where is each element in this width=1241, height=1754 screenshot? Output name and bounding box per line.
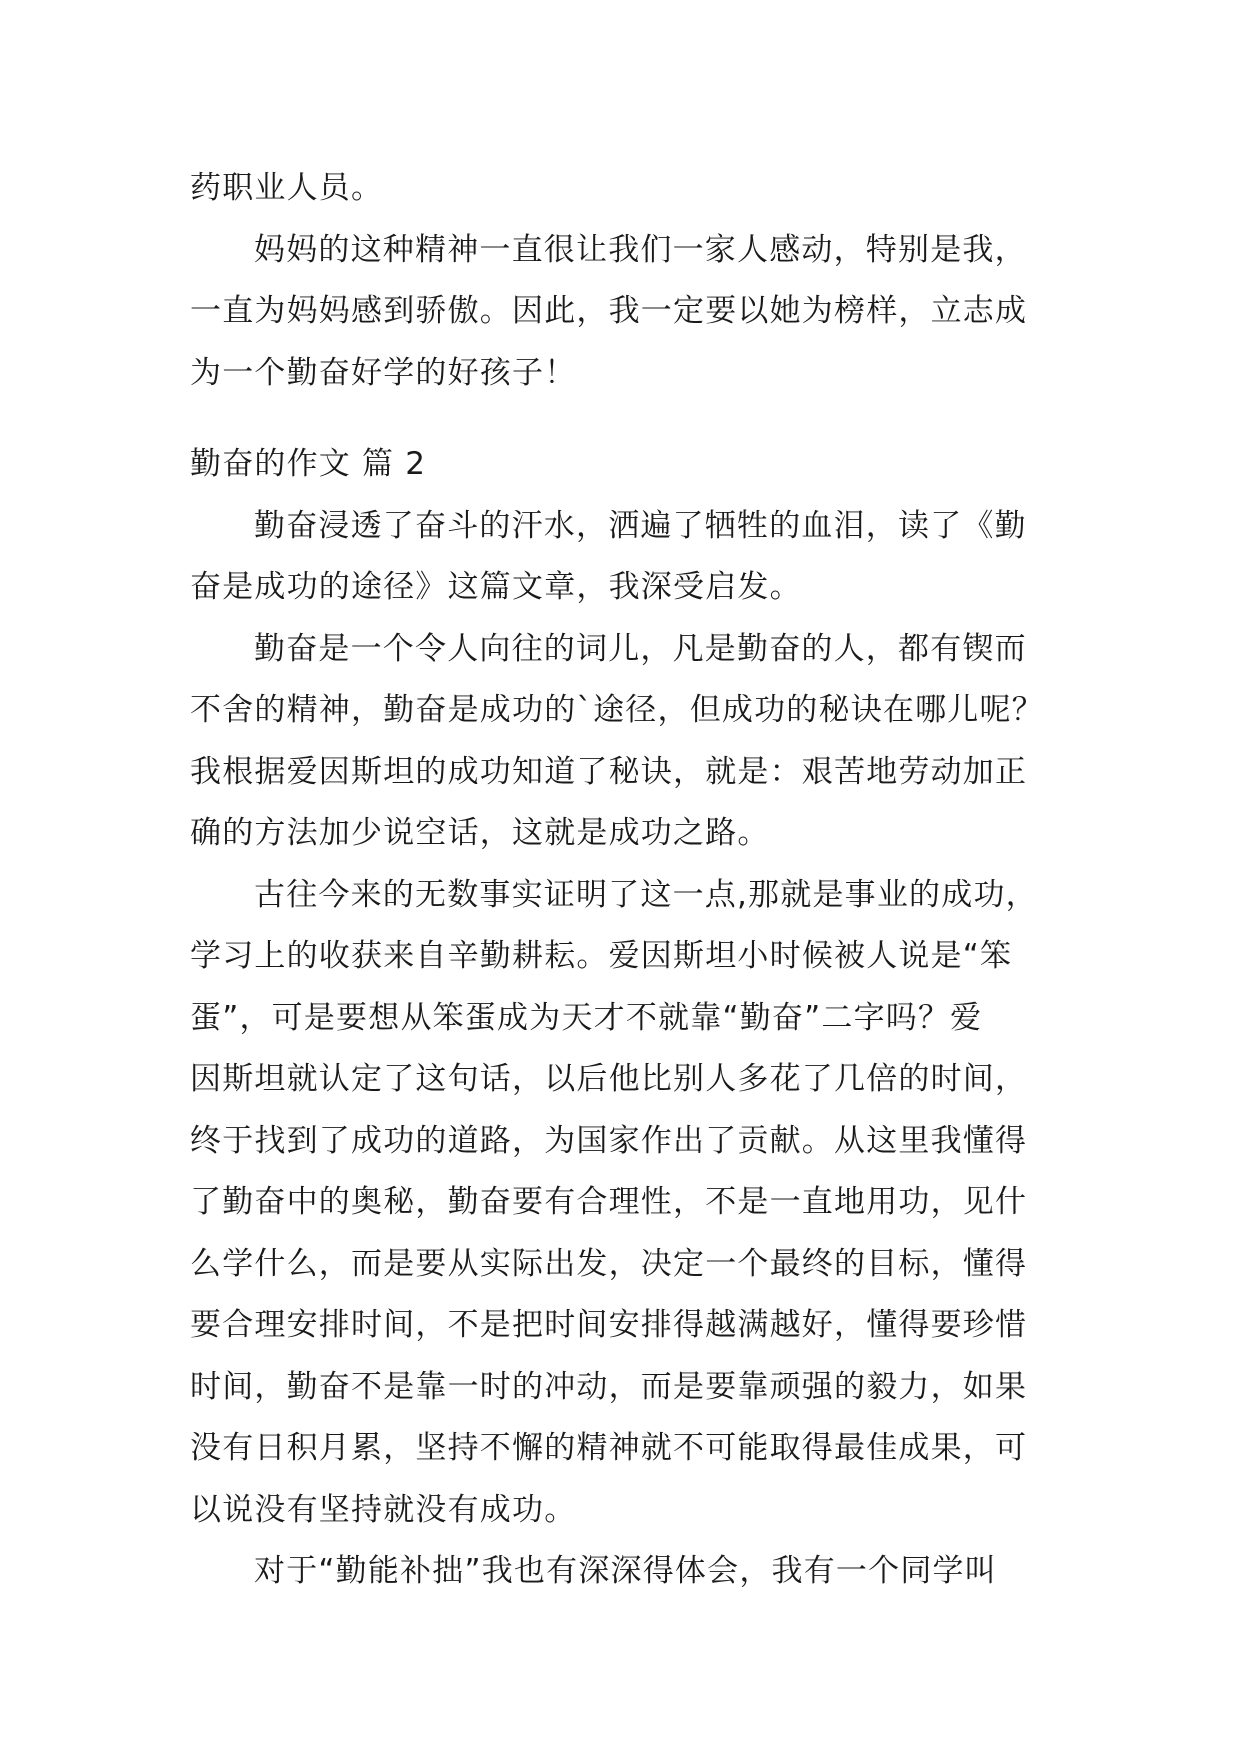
section-gap [190, 404, 1056, 434]
text-line: 学习上的收获来自辛勤耕耘。爱因斯坦小时候被人说是“笨 [190, 938, 1013, 974]
text-line: 不舍的精神，勤奋是成功的`途径，但成功的秘诀在哪儿呢？ [190, 692, 1044, 728]
text-line: 妈妈的这种精神一直很让我们一家人感动，特别是我， [254, 231, 1027, 268]
text-line: 为一个勤奋好学的好孩子！ [190, 354, 577, 391]
text-line: 对于“勤能补拙”我也有深深得体会，我有一个同学叫 [254, 1553, 997, 1589]
document-body [190, 158, 1056, 1603]
text-line: 了勤奋中的奥秘，勤奋要有合理性，不是一直地用功，见什 [190, 1184, 1028, 1220]
text-line: 蛋”，可是要想从笨蛋成为天才不就靠“勤奋”二字吗？爱 [190, 999, 983, 1036]
text-line: 因斯坦就认定了这句话，以后他比别人多花了几倍的时间， [190, 1061, 1028, 1097]
text-line: 药职业人员。 [190, 170, 384, 206]
text-line: 终于找到了成功的道路，为国家作出了贡献。从这里我懂得 [190, 1122, 1028, 1159]
text-line: 我根据爱因斯坦的成功知道了秘诀，就是：艰苦地劳动加正 [190, 753, 1028, 790]
text-line: 一直为妈妈感到骄傲。因此，我一定要以她为榜样，立志成 [190, 293, 1028, 329]
text-line: 奋是成功的途径》这篇文章，我深受启发。 [190, 569, 802, 605]
text-line: 确的方法加少说空话，这就是成功之路。 [190, 815, 770, 851]
text-line: 以说没有坚持就没有成功。 [190, 1491, 577, 1528]
text-line: 要合理安排时间，不是把时间安排得越满越好，懂得要珍惜 [190, 1307, 1028, 1343]
text-line: 么学什么，而是要从实际出发，决定一个最终的目标，懂得 [190, 1245, 1028, 1282]
text-line: 古往今来的无数事实证明了这一点,那就是事业的成功， [254, 876, 1038, 913]
text-line: 勤奋是一个令人向往的词儿，凡是勤奋的人，都有锲而 [254, 630, 1027, 667]
text-line: 勤奋浸透了奋斗的汗水，洒遍了牺牲的血泪，读了《勤 [254, 507, 1027, 544]
text-line: 没有日积月累，坚持不懈的精神就不可能取得最佳成果，可 [190, 1430, 1028, 1466]
section-heading: 勤奋的作文 篇 2 [190, 446, 427, 482]
text-line: 时间，勤奋不是靠一时的冲动，而是要靠顽强的毅力，如果 [190, 1368, 1028, 1405]
